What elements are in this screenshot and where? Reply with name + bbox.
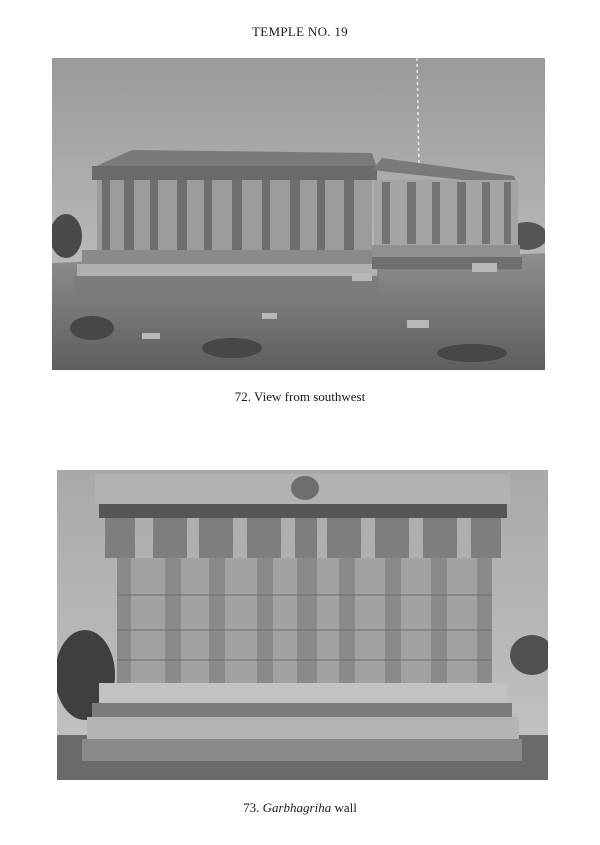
page-title: TEMPLE NO. 19	[252, 24, 348, 39]
plate-caption-72	[0, 389, 600, 405]
plate-caption-73	[0, 800, 600, 816]
plate-caption-text: View from southwest	[254, 389, 366, 404]
temple-photo-southwest	[52, 58, 545, 370]
plate-number: 72.	[234, 389, 252, 404]
plate-number: 73.	[243, 800, 260, 815]
garbhagriha-wall-photo	[57, 470, 548, 780]
plate-caption-text: wall	[331, 800, 357, 815]
plate-caption-italic: Garbhagriha	[262, 800, 332, 815]
